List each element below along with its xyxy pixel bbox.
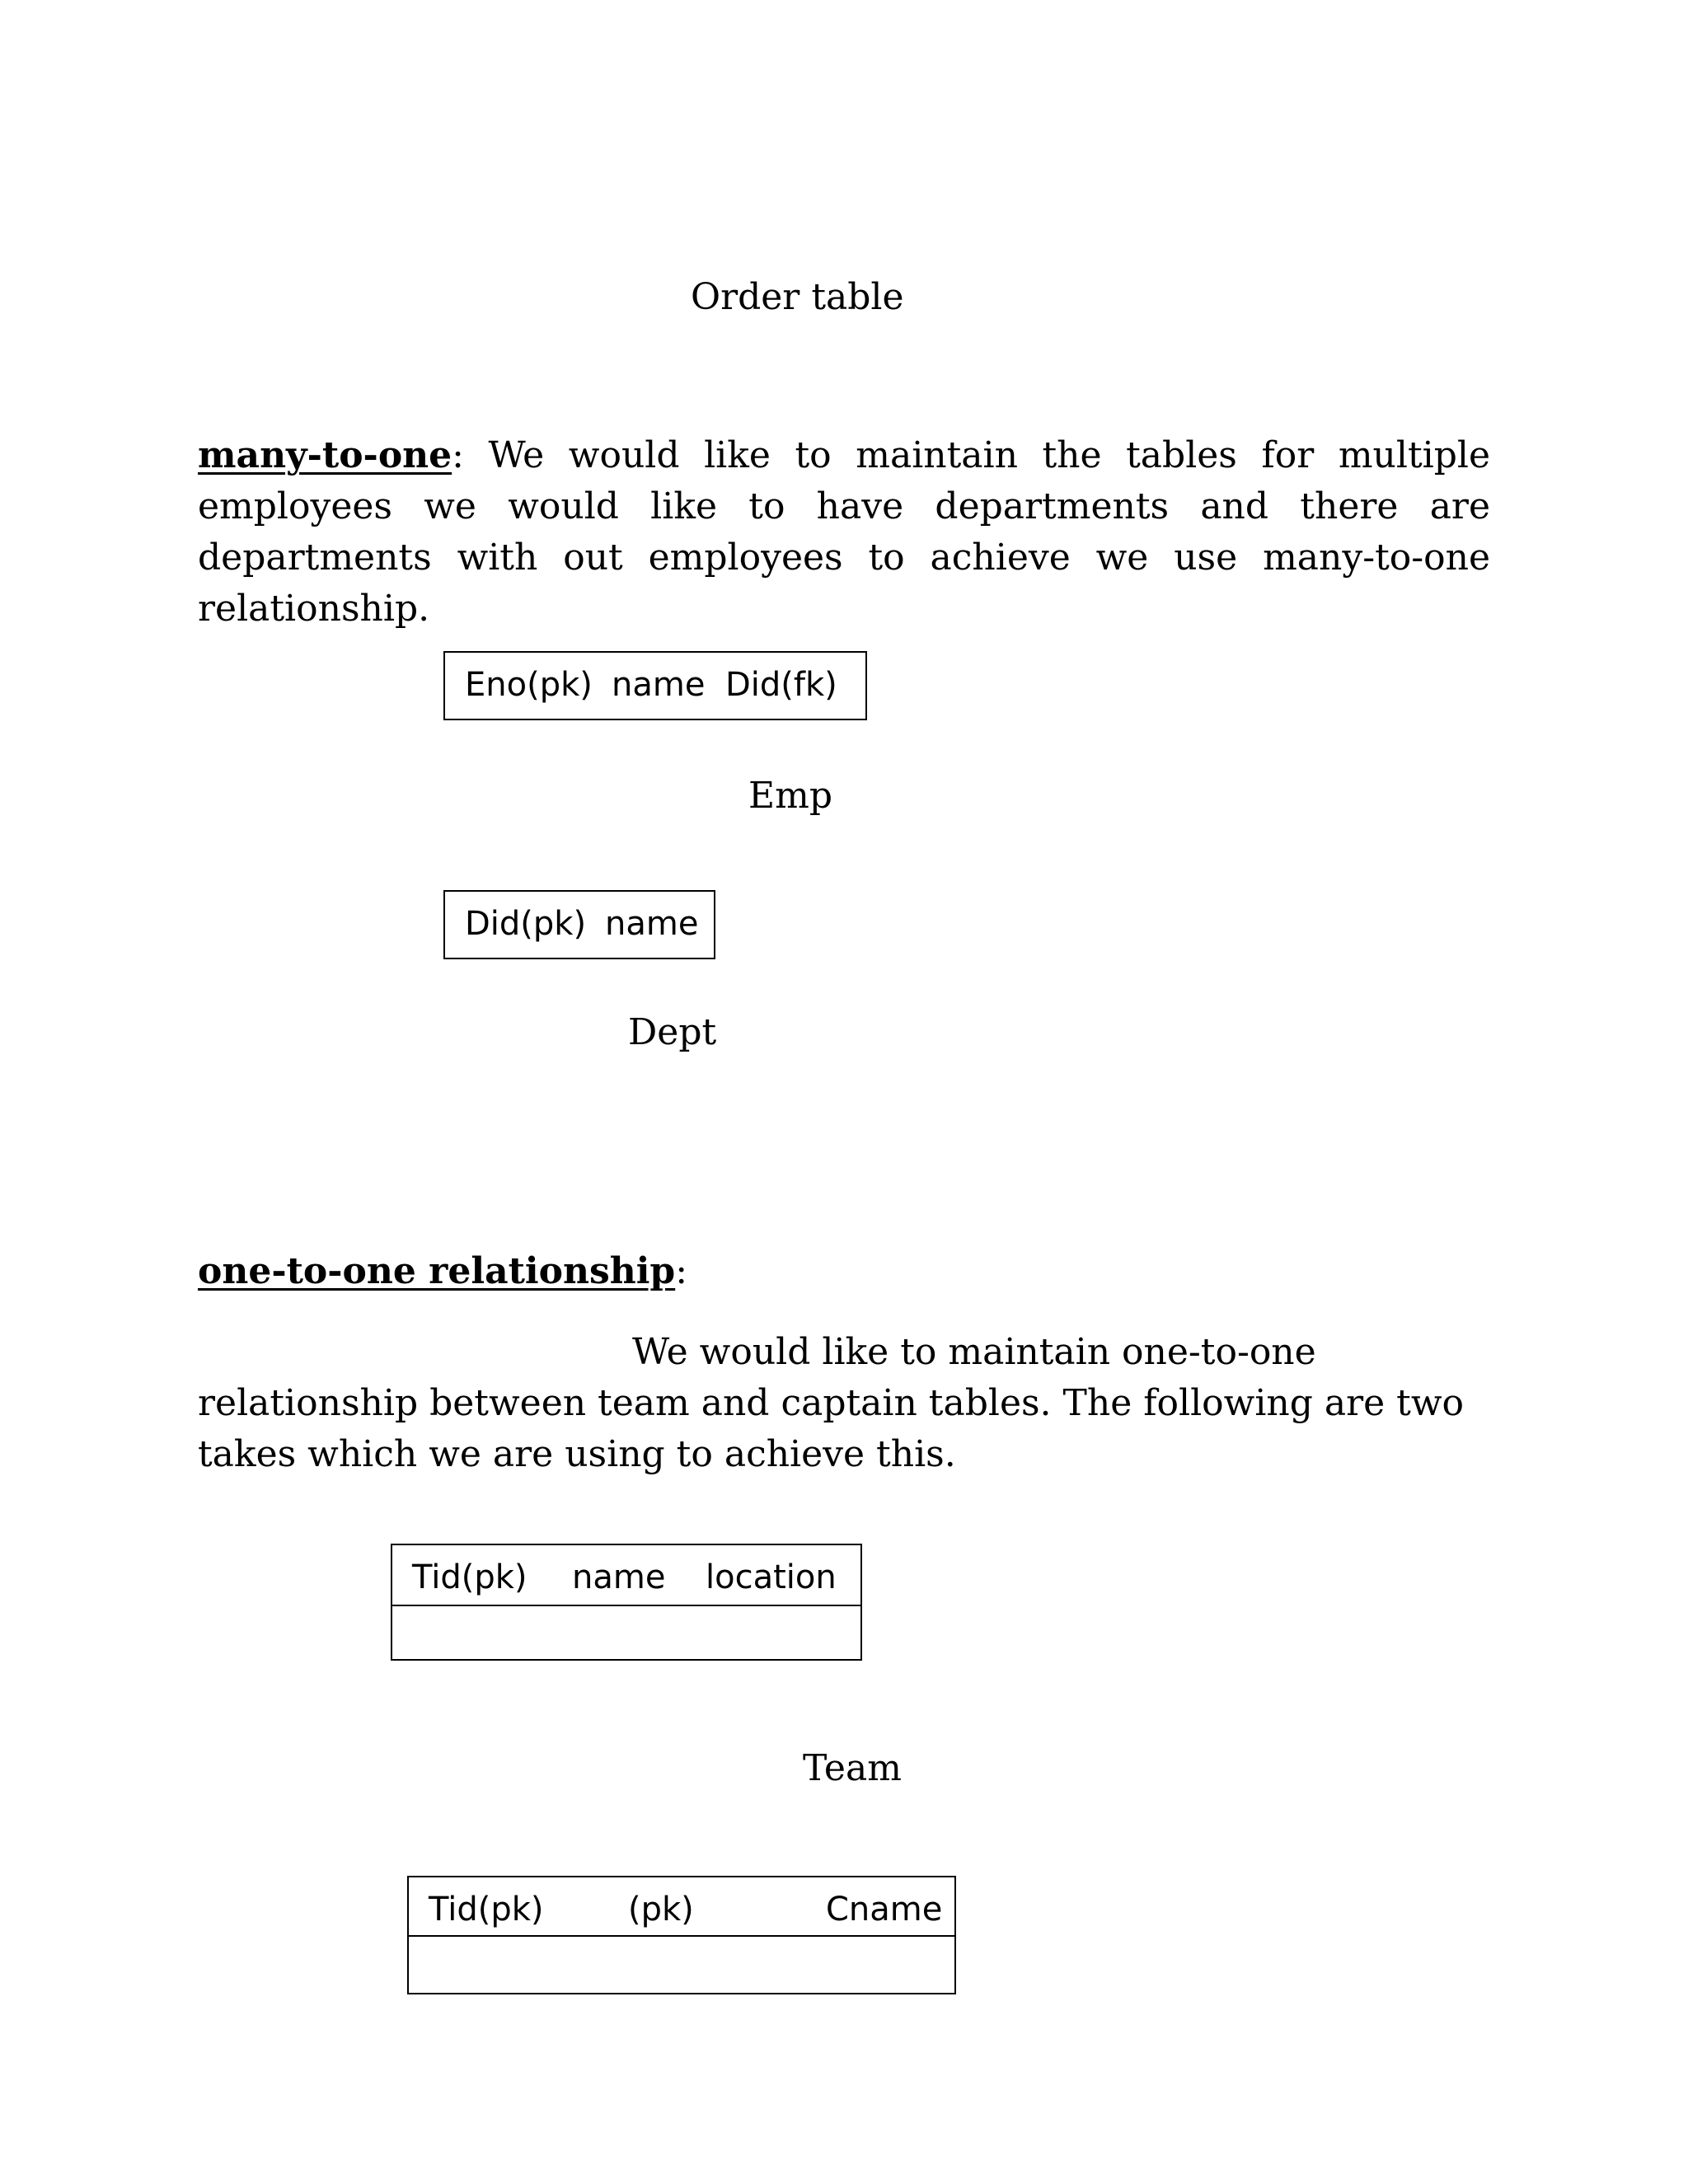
dept-table: [443, 890, 715, 959]
one-to-one-text: We would like to maintain one-to-one relationship between team and captain tables. The following are two takes which we are using to achieve this.: [198, 1331, 1465, 1475]
captain-column-pk: (pk): [628, 1891, 694, 1929]
captain-table: [407, 1876, 956, 1994]
dept-caption: Dept: [628, 1011, 717, 1053]
emp-column-eno: Eno(pk): [465, 666, 593, 704]
many-to-one-paragraph: [198, 430, 1490, 635]
dept-column-name: name: [605, 905, 699, 943]
team-table-row-divider: [392, 1605, 860, 1606]
order-table-caption: Order table: [691, 276, 904, 318]
captain-column-tid: Tid(pk): [429, 1891, 544, 1929]
team-table: [391, 1544, 862, 1661]
many-to-one-heading: many-to-one: [198, 434, 452, 476]
one-to-one-colon: :: [675, 1250, 688, 1292]
team-column-tid: Tid(pk): [412, 1558, 528, 1596]
many-to-one-text: We would like to maintain the tables for multiple employees we would like to have departments and there are departments with out employees to achieve we use many-to-one relationship.: [198, 434, 1490, 630]
dept-column-did: Did(pk): [465, 905, 587, 943]
captain-table-row-divider: [409, 1935, 954, 1937]
team-caption: Team: [803, 1747, 902, 1789]
emp-column-name: name: [612, 666, 706, 704]
team-column-name: name: [572, 1558, 666, 1596]
emp-table: [443, 651, 867, 720]
one-to-one-heading: one-to-one relationship: [198, 1250, 676, 1292]
captain-column-cname: Cname: [826, 1891, 943, 1929]
team-column-location: location: [706, 1558, 837, 1596]
one-to-one-heading-line: [198, 1246, 687, 1297]
many-to-one-colon: :: [452, 434, 464, 476]
one-to-one-paragraph: [198, 1327, 1490, 1480]
emp-column-did: Did(fk): [725, 666, 837, 704]
emp-caption: Emp: [748, 775, 833, 817]
